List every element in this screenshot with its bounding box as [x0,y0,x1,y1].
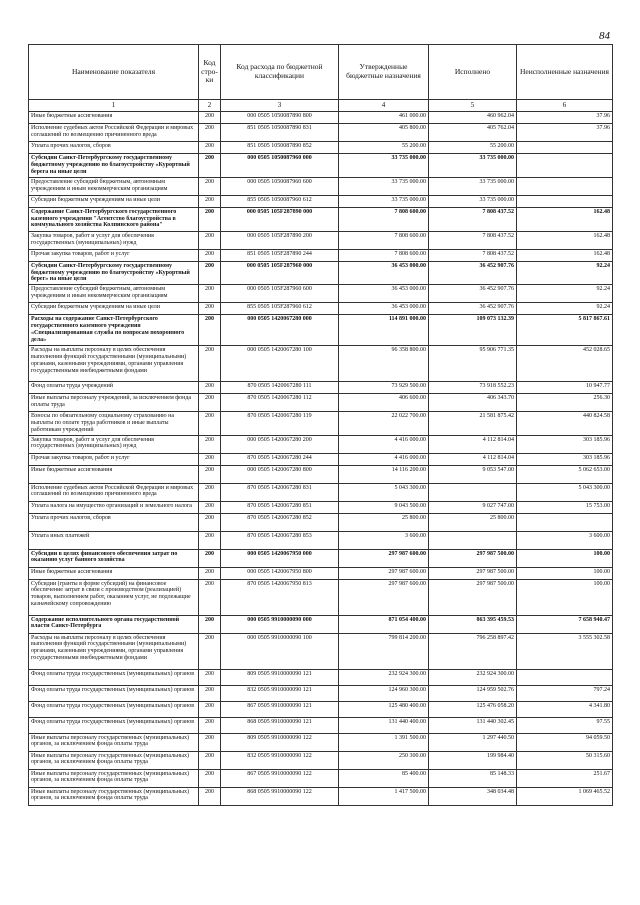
cell-kbk: 851 0505 105F287890 244 [221,249,339,261]
table-row [29,142,613,154]
table-row [29,787,613,805]
cell-rest [517,142,613,154]
table-row [29,411,613,435]
cell-kbk: 868 0505 9910000090 121 [221,717,339,733]
cell-done: 9 027 747.00 [429,501,517,513]
cell-rest: 5 062 653.00 [517,465,613,483]
table-row [29,231,613,249]
cell-code: 200 [199,483,221,501]
cell-name: Уплата налога на имущество организаций и земельного налога [29,501,199,513]
table-row [29,531,613,549]
table-row [29,453,613,465]
cell-kbk: 868 0505 9910000090 122 [221,787,339,805]
cell-kbk: 855 0505 1050087960 612 [221,195,339,207]
cell-kbk: 000 0505 105F287960 000 [221,261,339,285]
cell-kbk: 870 0505 1420067280 244 [221,453,339,465]
cell-name: Субсидии в целях финансового обеспечения затрат по оказанию услуг банного хозяйства [29,549,199,567]
cell-rest [517,195,613,207]
header-executed: Исполнено [429,45,517,100]
cell-plan: 22 022 700.00 [339,411,429,435]
cell-plan: 7 808 600.00 [339,207,429,231]
table-row [29,567,613,579]
cell-rest: 7 658 940.47 [517,615,613,633]
cell-kbk: 000 0505 9910000090 000 [221,615,339,633]
cell-kbk: 000 0505 105F287960 600 [221,285,339,303]
cell-plan: 297 987 600.00 [339,549,429,567]
cell-rest [517,669,613,685]
cell-plan: 14 116 200.00 [339,465,429,483]
cell-kbk: 809 0505 9910000090 121 [221,669,339,685]
cell-done: 4 112 814.04 [429,453,517,465]
cell-done: 95 906 771.35 [429,345,517,381]
cell-code: 200 [199,177,221,195]
column-number: 1 [29,100,199,112]
cell-done: 33 735 000.00 [429,195,517,207]
cell-done: 297 987 500.00 [429,549,517,567]
cell-name: Расходы на содержание Санкт-Петербургского государственного казенного учреждения «Специализированная служба по вопросам похоронного дела» [29,315,199,346]
cell-code: 200 [199,231,221,249]
column-number: 6 [517,100,613,112]
cell-name: Закупка товаров, работ и услуг для обеспечения государственных (муниципальных) нужд [29,435,199,453]
cell-kbk: 000 0505 1050087890 800 [221,112,339,124]
cell-rest: 37.96 [517,124,613,142]
cell-plan: 96 358 800.00 [339,345,429,381]
cell-code: 200 [199,303,221,315]
cell-plan: 7 808 600.00 [339,231,429,249]
cell-rest: 251.67 [517,769,613,787]
cell-name: Фонд оплаты труда государственных (муниципальных) органов [29,717,199,733]
cell-rest: 5 817 867.61 [517,315,613,346]
cell-code: 200 [199,733,221,751]
cell-name: Расходы на выплаты персоналу в целях обеспечения выполнения функций государственными (муниципальными) органами, казенными учреждениями, органами управления государственными внебюджетными фондами [29,633,199,669]
cell-plan: 1 391 500.00 [339,733,429,751]
cell-plan: 406 600.00 [339,393,429,411]
cell-name: Иные выплаты персоналу государственных (муниципальных) органов, за исключением фонда оплаты труда [29,751,199,769]
table-row [29,261,613,285]
cell-rest: 50 315.60 [517,751,613,769]
column-number: 2 [199,100,221,112]
cell-rest: 303 185.96 [517,435,613,453]
cell-name: Фонд оплаты труда государственных (муниципальных) органов [29,701,199,717]
cell-done: 1 297 440.50 [429,733,517,751]
cell-code: 200 [199,579,221,615]
cell-done: 232 924 300.00 [429,669,517,685]
cell-done: 7 808 437.52 [429,207,517,231]
table-row [29,207,613,231]
cell-kbk: 000 0505 1420067280 200 [221,435,339,453]
cell-done: 25 800.00 [429,513,517,531]
cell-name: Содержание Санкт-Петербургского государственного казенного учреждения "Агентство благоустройства в коммунального хозяйства Колпинского района" [29,207,199,231]
cell-done: 33 735 000.00 [429,177,517,195]
cell-done: 7 808 437.52 [429,249,517,261]
cell-plan: 9 043 500.00 [339,501,429,513]
cell-kbk: 870 0505 1420067280 853 [221,531,339,549]
cell-rest: 3 555 302.58 [517,633,613,669]
cell-code: 200 [199,315,221,346]
cell-name: Прочая закупка товаров, работ и услуг [29,249,199,261]
cell-name: Субсидии Санкт-Петербургскому государственному бюджетному учреждению по благоустройству «Курортный берег» на иные цели [29,261,199,285]
cell-kbk: 000 0505 1050087960 600 [221,177,339,195]
cell-kbk: 832 0505 9910000090 121 [221,685,339,701]
cell-code: 200 [199,393,221,411]
table-row [29,513,613,531]
cell-rest: 3 600.00 [517,531,613,549]
cell-code: 200 [199,207,221,231]
table-row [29,669,613,685]
cell-name: Предоставление субсидий бюджетным, автономным учреждениям и иным некоммерческим организациям [29,177,199,195]
column-number: 5 [429,100,517,112]
table-row [29,285,613,303]
cell-done: 4 112 814.04 [429,435,517,453]
cell-done: 36 452 907.76 [429,303,517,315]
cell-rest: 92.24 [517,303,613,315]
cell-kbk: 870 0505 1420067280 852 [221,513,339,531]
cell-plan: 114 891 000.00 [339,315,429,346]
cell-done: 460 962.04 [429,112,517,124]
table-row [29,381,613,393]
cell-code: 200 [199,501,221,513]
cell-code: 200 [199,261,221,285]
table-row [29,717,613,733]
header-budget-code: Код расхода по бюджетной классификации [221,45,339,100]
column-number: 3 [221,100,339,112]
cell-done: 131 440 302.45 [429,717,517,733]
header-approved: Утвержденные бюджетные назначения [339,45,429,100]
cell-name: Уплата прочих налогов, сборов [29,513,199,531]
table-row [29,751,613,769]
cell-done: 73 918 552.23 [429,381,517,393]
table-row [29,195,613,207]
cell-name: Расходы на выплаты персоналу в целях обеспечения выполнения функций государственными (муниципальными) органами, казенными учреждениями, органами управления государственными внебюджетными фондами [29,345,199,381]
table-row [29,579,613,615]
cell-code: 200 [199,465,221,483]
cell-kbk: 870 0505 1420067280 119 [221,411,339,435]
cell-rest: 10 947.77 [517,381,613,393]
cell-rest: 4 341.80 [517,701,613,717]
cell-kbk: 870 0505 1420067280 831 [221,483,339,501]
cell-plan: 4 416 000.00 [339,453,429,465]
cell-done: 124 959 502.76 [429,685,517,701]
cell-rest: 162.48 [517,207,613,231]
table-row [29,733,613,751]
cell-code: 200 [199,435,221,453]
cell-rest: 94 059.50 [517,733,613,751]
cell-code: 200 [199,549,221,567]
cell-done: 297 987 500.00 [429,579,517,615]
cell-code: 200 [199,531,221,549]
page-number: 84 [599,30,610,42]
header-row [29,45,613,100]
cell-kbk: 867 0505 9910000090 122 [221,769,339,787]
cell-plan: 131 440 400.00 [339,717,429,733]
cell-kbk: 809 0505 9910000090 122 [221,733,339,751]
cell-rest: 162.48 [517,231,613,249]
cell-kbk: 870 0505 1420067280 112 [221,393,339,411]
cell-rest: 1 069 465.52 [517,787,613,805]
cell-done: 406 343.70 [429,393,517,411]
cell-rest: 15 753.00 [517,501,613,513]
cell-name: Иные выплаты персоналу учреждений, за исключением фонда оплаты труда [29,393,199,411]
cell-plan: 25 800.00 [339,513,429,531]
cell-plan: 461 000.00 [339,112,429,124]
cell-done: 405 762.04 [429,124,517,142]
cell-plan: 5 043 300.00 [339,483,429,501]
cell-code: 200 [199,249,221,261]
cell-code: 200 [199,453,221,465]
cell-name: Предоставление субсидий бюджетным, автономным учреждениям и иным некоммерческим организациям [29,285,199,303]
cell-code: 200 [199,381,221,393]
cell-done: 9 053 547.00 [429,465,517,483]
cell-name: Прочая закупка товаров, работ и услуг [29,453,199,465]
table-row [29,483,613,501]
cell-code: 200 [199,717,221,733]
cell-rest: 37.96 [517,112,613,124]
cell-rest [517,513,613,531]
cell-code: 200 [199,615,221,633]
cell-name: Субсидии Санкт-Петербургскому государственному бюджетному учреждению по благоустройству «Курортный берега на иные цели [29,154,199,178]
cell-code: 200 [199,633,221,669]
cell-name: Фонд оплаты труда учреждений [29,381,199,393]
cell-rest: 92.24 [517,261,613,285]
cell-plan: 7 808 600.00 [339,249,429,261]
cell-kbk: 000 0505 1420067280 800 [221,465,339,483]
cell-name: Субсидии бюджетным учреждениям на иные цели [29,303,199,315]
cell-name: Фонд оплаты труда государственных (муниципальных) органов [29,669,199,685]
cell-rest: 100.00 [517,579,613,615]
cell-name: Взносы по обязательному социальному страхованию на выплаты по оплате труда работников и иные выплаты работникам учреждений [29,411,199,435]
table-row [29,124,613,142]
cell-code: 200 [199,411,221,435]
cell-plan: 125 480 400.00 [339,701,429,717]
table-row [29,303,613,315]
cell-code: 200 [199,701,221,717]
table-row [29,769,613,787]
cell-code: 200 [199,769,221,787]
cell-plan: 3 600.00 [339,531,429,549]
cell-name: Фонд оплаты труда государственных (муниципальных) органов [29,685,199,701]
cell-done: 199 984.40 [429,751,517,769]
cell-plan: 73 929 500.00 [339,381,429,393]
cell-rest: 100.00 [517,567,613,579]
cell-plan: 85 400.00 [339,769,429,787]
cell-plan: 4 416 000.00 [339,435,429,453]
cell-name: Закупка товаров, работ и услуг для обеспечения государственных (муниципальных) нужд [29,231,199,249]
cell-code: 200 [199,567,221,579]
cell-code: 200 [199,195,221,207]
cell-name: Иные бюджетные ассигнования [29,465,199,483]
cell-plan: 1 417 500.00 [339,787,429,805]
cell-rest: 100.00 [517,549,613,567]
cell-plan: 405 800.00 [339,124,429,142]
table-row [29,465,613,483]
cell-done: 7 808 437.52 [429,231,517,249]
cell-plan: 871 054 400.00 [339,615,429,633]
cell-done: 85 148.33 [429,769,517,787]
cell-kbk: 000 0505 1420067950 800 [221,567,339,579]
column-number-row [29,100,613,112]
cell-code: 200 [199,154,221,178]
cell-name: Иные выплаты персоналу государственных (муниципальных) органов, за исключением фонда оплаты труда [29,733,199,751]
cell-kbk: 000 0505 1420067950 000 [221,549,339,567]
cell-code: 200 [199,142,221,154]
table-row [29,701,613,717]
cell-plan: 33 735 000.00 [339,195,429,207]
cell-name: Иные выплаты персоналу государственных (муниципальных) органов, за исключением фонда оплаты труда [29,769,199,787]
cell-kbk: 000 0505 105F287890 200 [221,231,339,249]
cell-kbk: 832 0505 9910000090 122 [221,751,339,769]
column-number: 4 [339,100,429,112]
cell-plan: 36 453 000.00 [339,285,429,303]
table-row [29,549,613,567]
table-row [29,685,613,701]
cell-name: Уплата иных платежей [29,531,199,549]
cell-done [429,531,517,549]
table-row [29,615,613,633]
cell-name: Иные выплаты персоналу государственных (муниципальных) органов, за исключением фонда оплаты труда [29,787,199,805]
table-row [29,501,613,513]
cell-kbk: 870 0505 1420067280 111 [221,381,339,393]
cell-kbk: 000 0505 105F287890 000 [221,207,339,231]
cell-kbk: 867 0505 9910000090 121 [221,701,339,717]
cell-rest: 256.30 [517,393,613,411]
cell-plan: 36 453 000.00 [339,303,429,315]
cell-plan: 297 987 600.00 [339,579,429,615]
cell-done: 21 581 875.42 [429,411,517,435]
cell-kbk: 870 0505 1420067280 851 [221,501,339,513]
cell-plan: 297 987 600.00 [339,567,429,579]
cell-rest: 162.48 [517,249,613,261]
cell-code: 200 [199,685,221,701]
cell-done: 33 735 000.00 [429,154,517,178]
cell-name: Исполнение судебных актов Российской Федерации и мировых соглашений по возмещению причиненного вреда [29,124,199,142]
cell-plan: 799 814 200.00 [339,633,429,669]
cell-plan: 250 300.00 [339,751,429,769]
cell-code: 200 [199,787,221,805]
table-row [29,633,613,669]
table-row [29,393,613,411]
cell-name: Иные бюджетные ассигнования [29,567,199,579]
cell-name: Содержание исполнительного органа государственной власти Санкт-Петербурга [29,615,199,633]
cell-done: 36 452 907.76 [429,285,517,303]
cell-plan: 36 453 000.00 [339,261,429,285]
cell-rest: 92.24 [517,285,613,303]
table-row [29,345,613,381]
cell-done [429,483,517,501]
cell-rest: 440 824.58 [517,411,613,435]
cell-rest: 797.24 [517,685,613,701]
cell-kbk: 000 0505 1420067280 100 [221,345,339,381]
table-row [29,154,613,178]
cell-rest: 97.55 [517,717,613,733]
cell-plan: 55 200.00 [339,142,429,154]
cell-kbk: 851 0505 1050087890 852 [221,142,339,154]
cell-done: 55 200.00 [429,142,517,154]
cell-code: 200 [199,751,221,769]
cell-kbk: 870 0505 1420067950 813 [221,579,339,615]
cell-done: 863 395 459.53 [429,615,517,633]
cell-plan: 33 735 000.00 [339,154,429,178]
cell-name: Иные бюджетные ассигнования [29,112,199,124]
table-row [29,177,613,195]
cell-rest [517,154,613,178]
table-row [29,112,613,124]
cell-plan: 124 960 300.00 [339,685,429,701]
cell-name: Субсидии (гранты в форме субсидий) на финансовое обеспечение затрат в связи с производством (реализацией) товаров, выполнением работ, оказанием услуг, не подлежащие казначейскому сопровождению [29,579,199,615]
header-indicator-name: Наименование показателя [29,45,199,100]
cell-code: 200 [199,345,221,381]
cell-done: 297 987 500.00 [429,567,517,579]
cell-code: 200 [199,112,221,124]
cell-kbk: 000 0505 1050087960 000 [221,154,339,178]
cell-rest: 5 043 300.00 [517,483,613,501]
cell-rest: 452 028.65 [517,345,613,381]
cell-kbk: 855 0505 105F287960 612 [221,303,339,315]
table-row [29,315,613,346]
cell-done: 125 476 058.20 [429,701,517,717]
table-row [29,435,613,453]
cell-done: 796 258 897.42 [429,633,517,669]
cell-code: 200 [199,285,221,303]
cell-kbk: 000 0505 1420067280 000 [221,315,339,346]
cell-kbk: 851 0505 1050087890 831 [221,124,339,142]
header-line-code: Код стро-ки [199,45,221,100]
cell-rest: 303 185.96 [517,453,613,465]
budget-execution-table [28,44,613,806]
cell-name: Исполнение судебных актов Российской Федерации и мировых соглашений по возмещению причиненного вреда [29,483,199,501]
cell-kbk: 000 0505 9910000090 100 [221,633,339,669]
cell-name: Уплата прочих налогов, сборов [29,142,199,154]
header-unexecuted: Неисполненные назначения [517,45,613,100]
cell-done: 36 452 907.76 [429,261,517,285]
cell-plan: 33 735 000.00 [339,177,429,195]
cell-code: 200 [199,513,221,531]
table-row [29,249,613,261]
cell-name: Субсидии бюджетным учреждениям на иные цели [29,195,199,207]
cell-plan: 232 924 300.00 [339,669,429,685]
cell-code: 200 [199,669,221,685]
cell-rest [517,177,613,195]
cell-done: 348 034.48 [429,787,517,805]
cell-done: 109 073 132.39 [429,315,517,346]
cell-code: 200 [199,124,221,142]
